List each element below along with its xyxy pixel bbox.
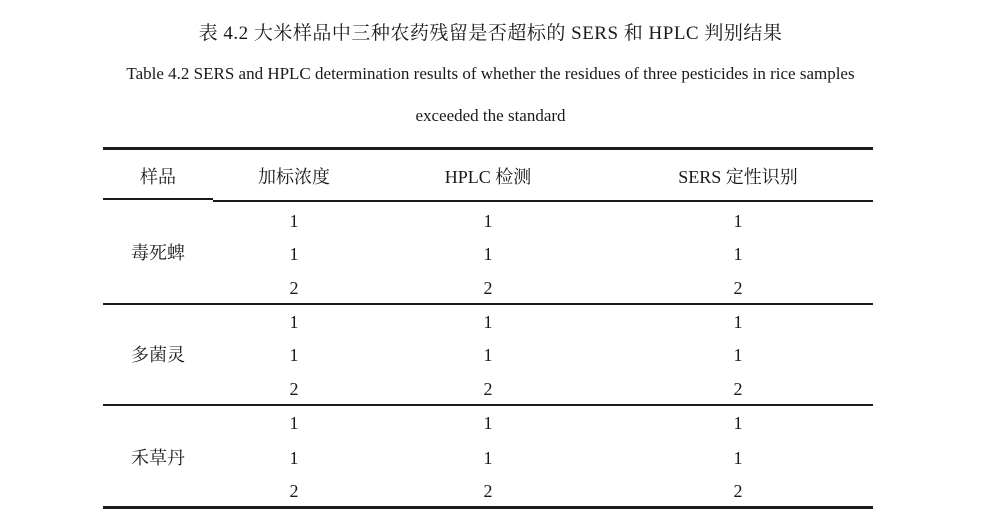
table-cell: 1: [733, 413, 743, 433]
table-cell: 1: [289, 244, 299, 264]
header-rule-left: [103, 198, 213, 200]
table-cell: 1: [483, 312, 493, 332]
table-cell: 1: [483, 211, 493, 231]
table-cell: 1: [733, 345, 743, 365]
table-cell: 2: [733, 278, 743, 298]
table-cell: 1: [483, 448, 493, 468]
table-cell: 1: [733, 211, 743, 231]
table-cell: 2: [289, 379, 299, 399]
table-cell: 2: [483, 379, 493, 399]
header-sers-identification: SERS 定性识别: [678, 167, 798, 187]
sample-name: 多菌灵: [131, 345, 185, 365]
sample-name: 禾草丹: [131, 448, 185, 468]
group-divider-2: [103, 404, 873, 406]
table-bottom-rule: [103, 506, 873, 509]
header-spike-concentration: 加标浓度: [258, 167, 330, 187]
table-cell: 2: [733, 379, 743, 399]
table-cell: 2: [289, 278, 299, 298]
table-cell: 2: [483, 278, 493, 298]
header-sample: 样品: [140, 167, 176, 187]
group-divider-1: [103, 303, 873, 305]
sample-name: 毒死蜱: [131, 243, 185, 263]
table-cell: 1: [483, 413, 493, 433]
header-rule-right: [213, 200, 873, 202]
table-cell: 1: [483, 345, 493, 365]
table-cell: 2: [289, 481, 299, 501]
table-cell: 1: [733, 312, 743, 332]
table-cell: 1: [289, 448, 299, 468]
table-caption-english-line2: exceeded the standard: [415, 106, 566, 125]
table-cell: 1: [289, 345, 299, 365]
table-cell: 1: [289, 211, 299, 231]
table-cell: 1: [733, 244, 743, 264]
table-cell: 1: [289, 413, 299, 433]
table-caption-english-line1: Table 4.2 SERS and HPLC determination results of whether the residues of three pesticides in rice samples: [126, 64, 855, 83]
table-top-rule: [103, 147, 873, 150]
table-cell: 1: [483, 244, 493, 264]
table-cell: 2: [483, 481, 493, 501]
table-cell: 1: [733, 448, 743, 468]
table-cell: 1: [289, 312, 299, 332]
table-cell: 2: [733, 481, 743, 501]
header-hplc-detection: HPLC 检测: [444, 167, 532, 187]
table-caption-chinese: 表 4.2 大米样品中三种农药残留是否超标的 SERS 和 HPLC 判别结果: [198, 23, 783, 44]
